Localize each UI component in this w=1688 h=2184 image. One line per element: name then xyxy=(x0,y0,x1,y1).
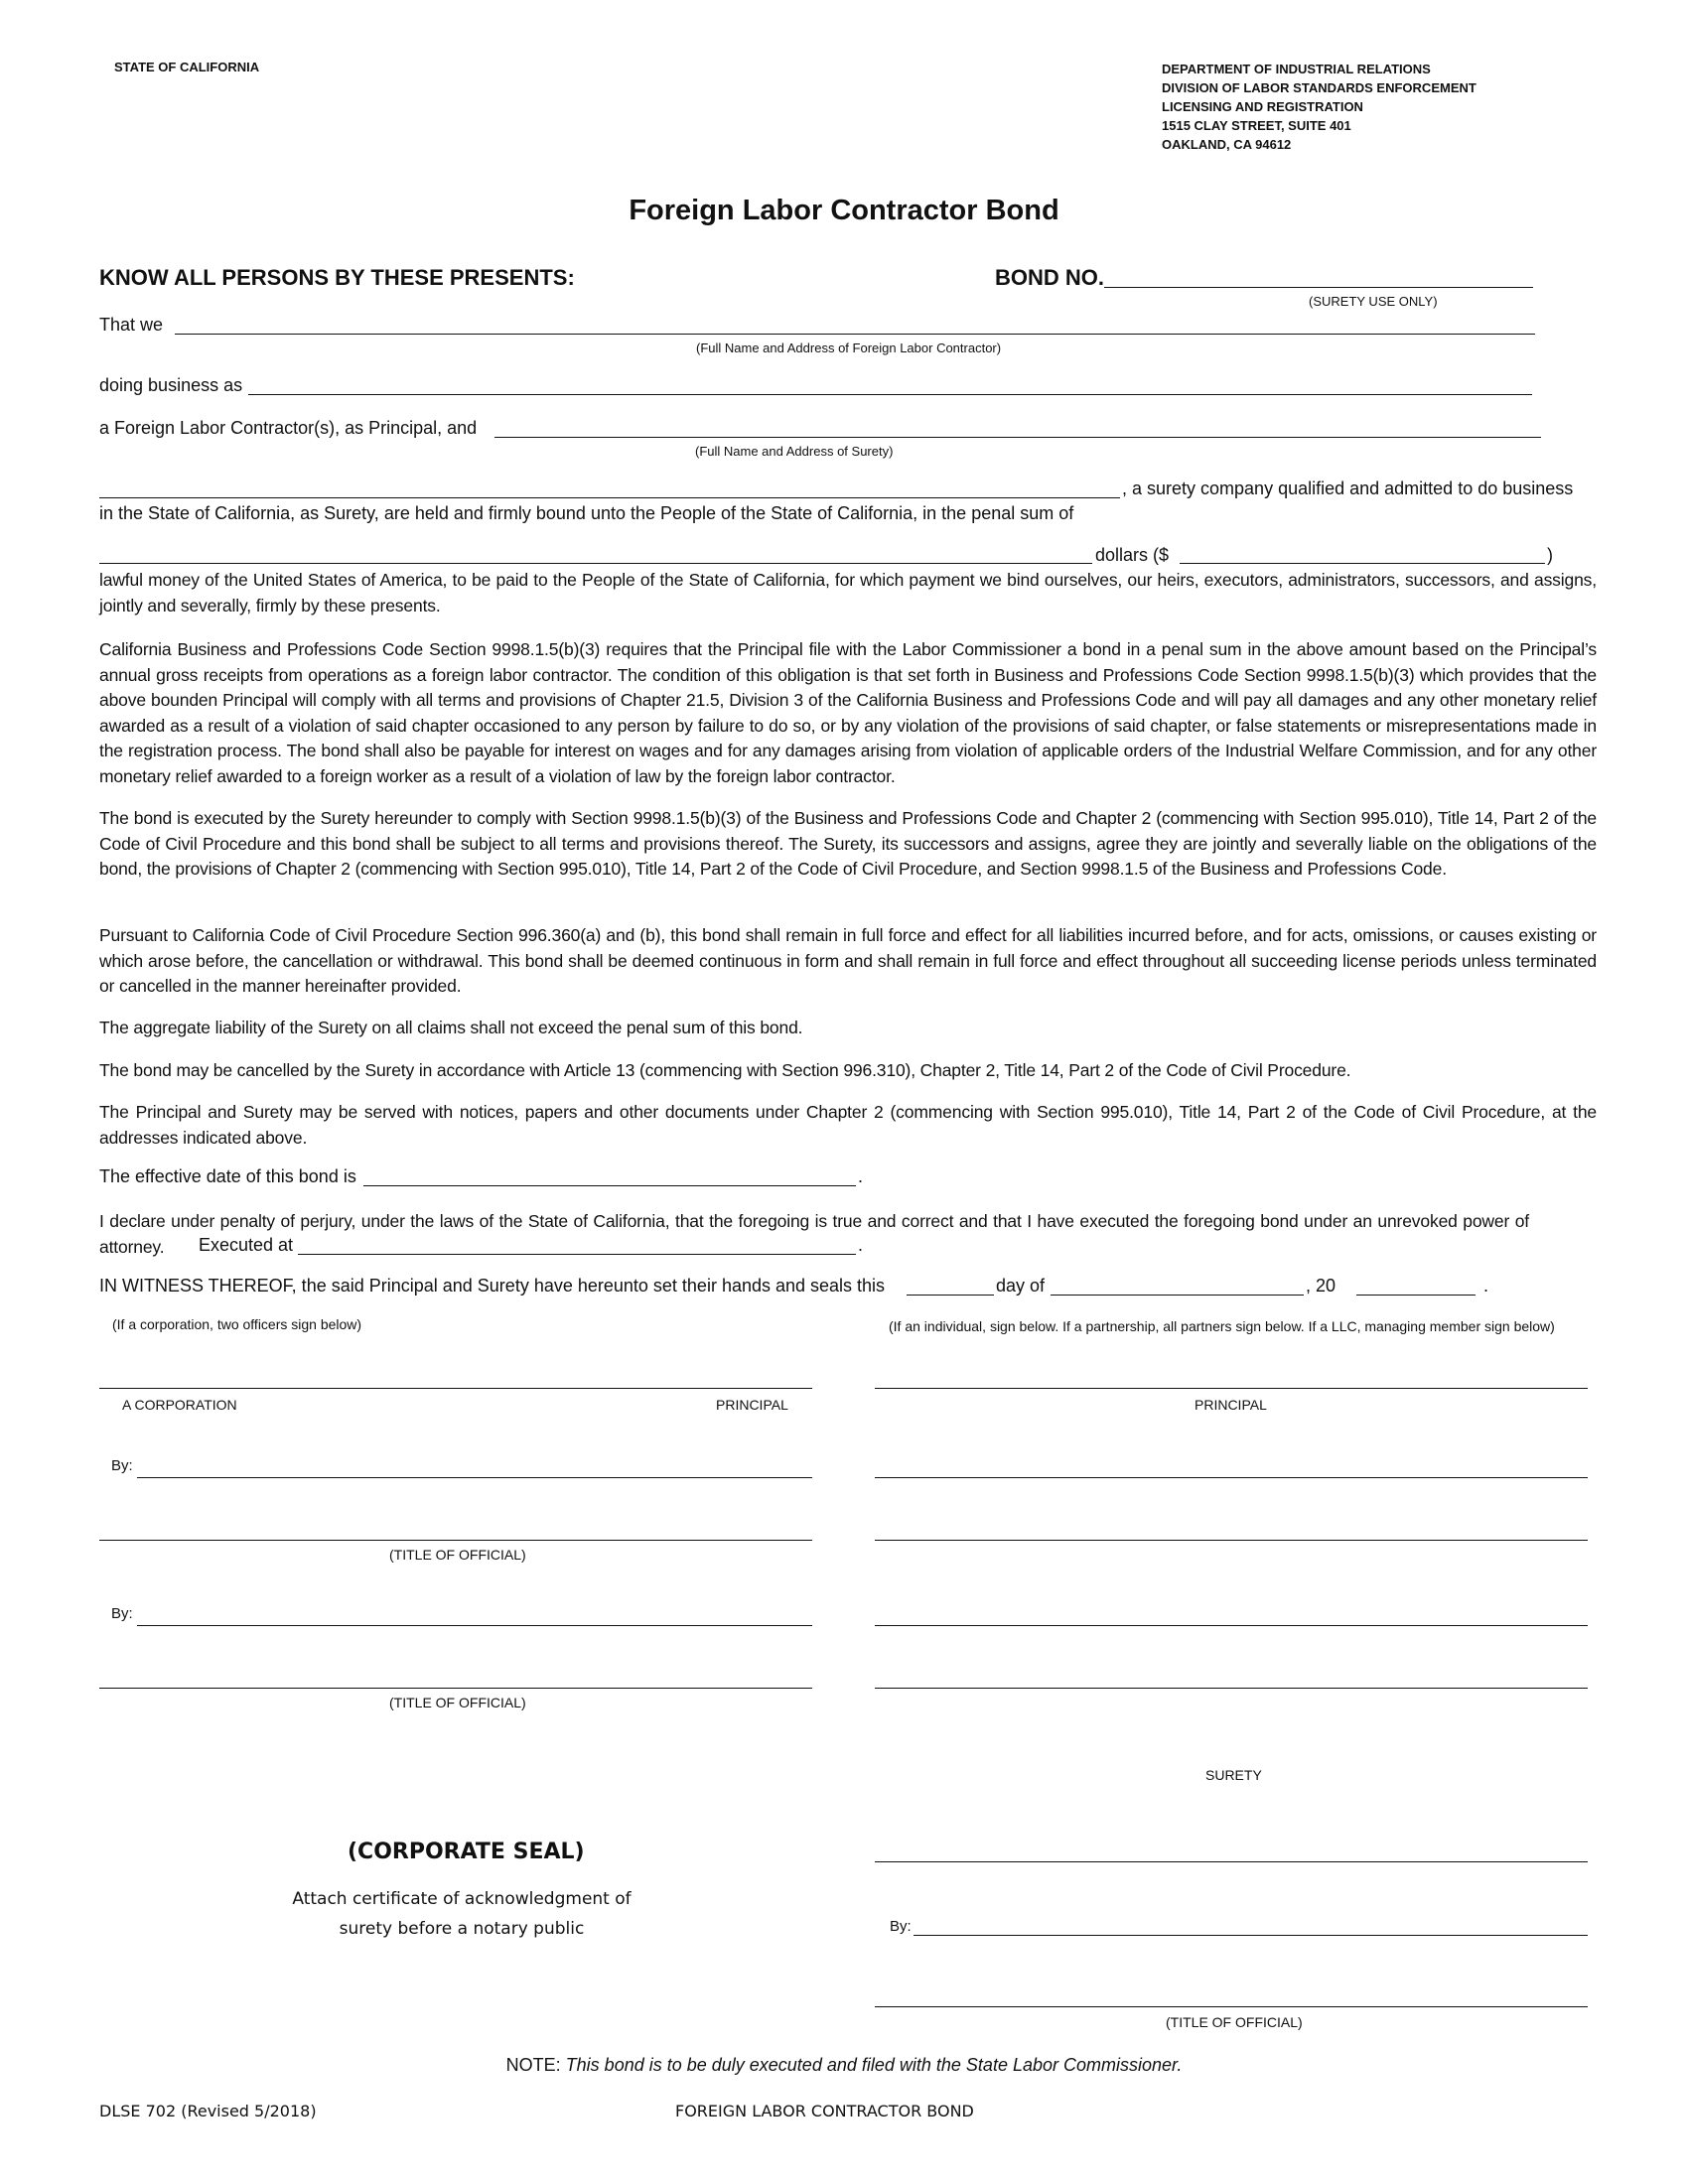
title-of-official-caption: (TITLE OF OFFICIAL) xyxy=(389,1695,526,1710)
dept-line: LICENSING AND REGISTRATION xyxy=(1162,99,1363,114)
surety-use-only-caption: (SURETY USE ONLY) xyxy=(1309,294,1438,309)
effective-date-field[interactable] xyxy=(363,1185,856,1186)
surety-name-continued-field[interactable] xyxy=(99,497,1120,498)
surety-caption-label: SURETY xyxy=(1205,1767,1262,1783)
that-we-label: That we xyxy=(99,315,164,335)
individual-signature-line-2[interactable] xyxy=(875,1477,1588,1478)
witness-year-field[interactable] xyxy=(1356,1295,1476,1296)
surety-company-text: , a surety company qualified and admitted to do business xyxy=(1122,478,1574,498)
title-of-official-caption: (TITLE OF OFFICIAL) xyxy=(389,1547,526,1563)
execution-paragraph: The bond is executed by the Surety hereunder to comply with Section 9998.1.5(b)(3) of the Business and Professions Code and Chapter 2 (commencing with Section 995.010), Title 14, Part 2 of the Code of Civil Procedure and this bond shall be subject to all terms and provisions thereof. The Surety, its successors and assigns, agree they are jointly and severally liable on the obligations of the bond, the provisions of Chapter 2 (commencing with Section 995.010), Title 14, Part 2 of the Code of Civil Procedure, and Section 9998.1.5 of the Business and Professions Code. xyxy=(99,808,1597,879)
surety-by-line[interactable] xyxy=(914,1935,1588,1936)
individual-signature-line-4[interactable] xyxy=(875,1625,1588,1626)
bond-no-label: BOND NO. xyxy=(995,265,1104,290)
individual-signature-line-5[interactable] xyxy=(875,1688,1588,1689)
declaration-text: I declare under penalty of perjury, under the laws of the State of California, that the foregoing is true and correct and that I have executed the foregoing bond under an unrevoked power of attorney. xyxy=(99,1211,1529,1257)
penal-sum-words-field[interactable] xyxy=(99,563,1092,564)
executed-at-period: . xyxy=(858,1235,864,1255)
dollars-label: dollars ($ xyxy=(1095,545,1170,565)
page-title: Foreign Labor Contractor Bond xyxy=(629,195,1059,226)
condition-paragraph: California Business and Professions Code Section 9998.1.5(b)(3) requires that the Principal file with the Labor Commissioner a bond in a penal sum in the above amount based on the Principal’s annual gross receipts from operations as a foreign labor contractor. The condition of this obligation is that set forth in Business and Professions Code Section 9998.1.5(b)(3) which provides that the above bounden Principal will comply with all terms and provisions of Chapter 21.5, Division 3 of the California Business and Professions Code and will pay all damages and any other monetary relief awarded as a result of a violation of said chapter occasioned to any person by failure to do so, or by any violation of the provisions of said chapter, or false statements or misrepresentations made in the registration process. The bond shall also be payable for interest on wages and for any damages arising from violation of applicable orders of the Industrial Welfare Commission, and for any other monetary relief awarded to a foreign worker as a result of a violation of law by the foreign labor contractor. xyxy=(99,639,1597,786)
state-label: STATE OF CALIFORNIA xyxy=(114,60,260,74)
surety-caption: (Full Name and Address of Surety) xyxy=(695,444,894,459)
dba-label: doing business as xyxy=(99,375,243,395)
cancellation-paragraph: The bond may be cancelled by the Surety in accordance with Article 13 (commencing with Section 996.310), Chapter 2, Title 14, Part 2 of the Code of Civil Procedure. xyxy=(99,1060,1351,1080)
principal-label: a Foreign Labor Contractor(s), as Principal, and xyxy=(99,418,478,438)
witness-day-label: day of xyxy=(996,1276,1046,1296)
contractor-caption: (Full Name and Address of Foreign Labor Contractor) xyxy=(696,341,1002,355)
executed-at-label: Executed at xyxy=(199,1235,294,1255)
individual-signature-line-3[interactable] xyxy=(875,1540,1588,1541)
attach-certificate-note xyxy=(253,1884,670,1944)
corporation-principal-caption: PRINCIPAL xyxy=(716,1397,788,1413)
witness-month-field[interactable] xyxy=(1051,1295,1304,1296)
individual-note: (If an individual, sign below. If a partnership, all partners sign below. If a LLC, managing member sign below) xyxy=(889,1318,1555,1334)
dba-field[interactable] xyxy=(248,394,1532,395)
dept-line: DEPARTMENT OF INDUSTRIAL RELATIONS xyxy=(1162,62,1431,76)
individual-signature-line[interactable] xyxy=(875,1388,1588,1389)
attach-line: Attach certificate of acknowledgment of xyxy=(292,1889,632,1909)
department-address-block xyxy=(1162,60,1477,154)
effective-date-period: . xyxy=(858,1166,864,1186)
held-text: in the State of California, as Surety, are held and firmly bound unto the People of the State of California, in the penal sum of xyxy=(99,503,1074,523)
dept-line: 1515 CLAY STREET, SUITE 401 xyxy=(1162,118,1351,133)
note-text: This bond is to be duly executed and filed with the State Labor Commissioner. xyxy=(565,2055,1183,2075)
service-paragraph: The Principal and Surety may be served with notices, papers and other documents under Chapter 2 (commencing with Section 995.010), Title 14, Part 2 of the Code of Civil Procedure, at the addresses indicated above. xyxy=(99,1102,1597,1148)
witness-text: IN WITNESS THEREOF, the said Principal and Surety have hereunto set their hands and seals this xyxy=(99,1276,886,1296)
penal-sum-amount-field[interactable] xyxy=(1180,563,1545,564)
officer-1-title-line[interactable] xyxy=(99,1540,812,1541)
surety-title-of-official-caption: (TITLE OF OFFICIAL) xyxy=(1166,2014,1303,2030)
dept-line: DIVISION OF LABOR STANDARDS ENFORCEMENT xyxy=(1162,80,1477,95)
officer-1-signature-line[interactable] xyxy=(137,1477,812,1478)
note-prefix: NOTE: xyxy=(505,2055,561,2075)
corporate-seal-label: (CORPORATE SEAL) xyxy=(348,1840,585,1864)
by-label: By: xyxy=(111,1457,133,1474)
know-all-heading: KNOW ALL PERSONS BY THESE PRESENTS: xyxy=(99,265,575,290)
witness-day-field[interactable] xyxy=(907,1295,994,1296)
surety-title-line[interactable] xyxy=(875,2006,1588,2007)
witness-period: . xyxy=(1483,1276,1489,1296)
lawful-money-paragraph: lawful money of the United States of America, to be paid to the People of the State of California, for which payment we bind ourselves, our heirs, executors, administrators, successors, and assigns, jointly and severally, firmly by these presents. xyxy=(99,570,1597,615)
surety-signature-line[interactable] xyxy=(875,1861,1588,1862)
a-corporation-caption: A CORPORATION xyxy=(122,1397,237,1413)
continuous-paragraph: Pursuant to California Code of Civil Procedure Section 996.360(a) and (b), this bond shall remain in full force and effect for all liabilities incurred before, and for acts, omissions, or causes existing or which arose before, the cancellation or withdrawal. This bond shall be deemed continuous in form and shall remain in full force and effect throughout all succeeding license periods unless terminated or cancelled in the manner hereinafter provided. xyxy=(99,925,1597,996)
corporation-note: (If a corporation, two officers sign below) xyxy=(112,1316,362,1332)
corporation-signature-line[interactable] xyxy=(99,1388,812,1389)
officer-2-title-line[interactable] xyxy=(99,1688,812,1689)
surety-name-field[interactable] xyxy=(494,437,1541,438)
contractor-name-field[interactable] xyxy=(175,334,1535,335)
surety-by-label: By: xyxy=(890,1918,912,1935)
bond-no-field[interactable] xyxy=(1104,287,1533,288)
executed-at-field[interactable] xyxy=(298,1254,856,1255)
dollars-close: ) xyxy=(1547,545,1553,565)
filing-note xyxy=(0,2055,1688,2076)
individual-principal-caption: PRINCIPAL xyxy=(1195,1397,1267,1413)
officer-2-signature-line[interactable] xyxy=(137,1625,812,1626)
attach-line: surety before a notary public xyxy=(339,1919,585,1939)
form-id: DLSE 702 (Revised 5/2018) xyxy=(99,2102,317,2120)
form-title-footer: FOREIGN LABOR CONTRACTOR BOND xyxy=(675,2102,974,2120)
witness-year-prefix: , 20 xyxy=(1306,1276,1336,1296)
effective-date-label: The effective date of this bond is xyxy=(99,1166,356,1186)
dept-line: OAKLAND, CA 94612 xyxy=(1162,137,1292,152)
by-label: By: xyxy=(111,1605,133,1622)
aggregate-liability-paragraph: The aggregate liability of the Surety on all claims shall not exceed the penal sum of this bond. xyxy=(99,1018,803,1037)
